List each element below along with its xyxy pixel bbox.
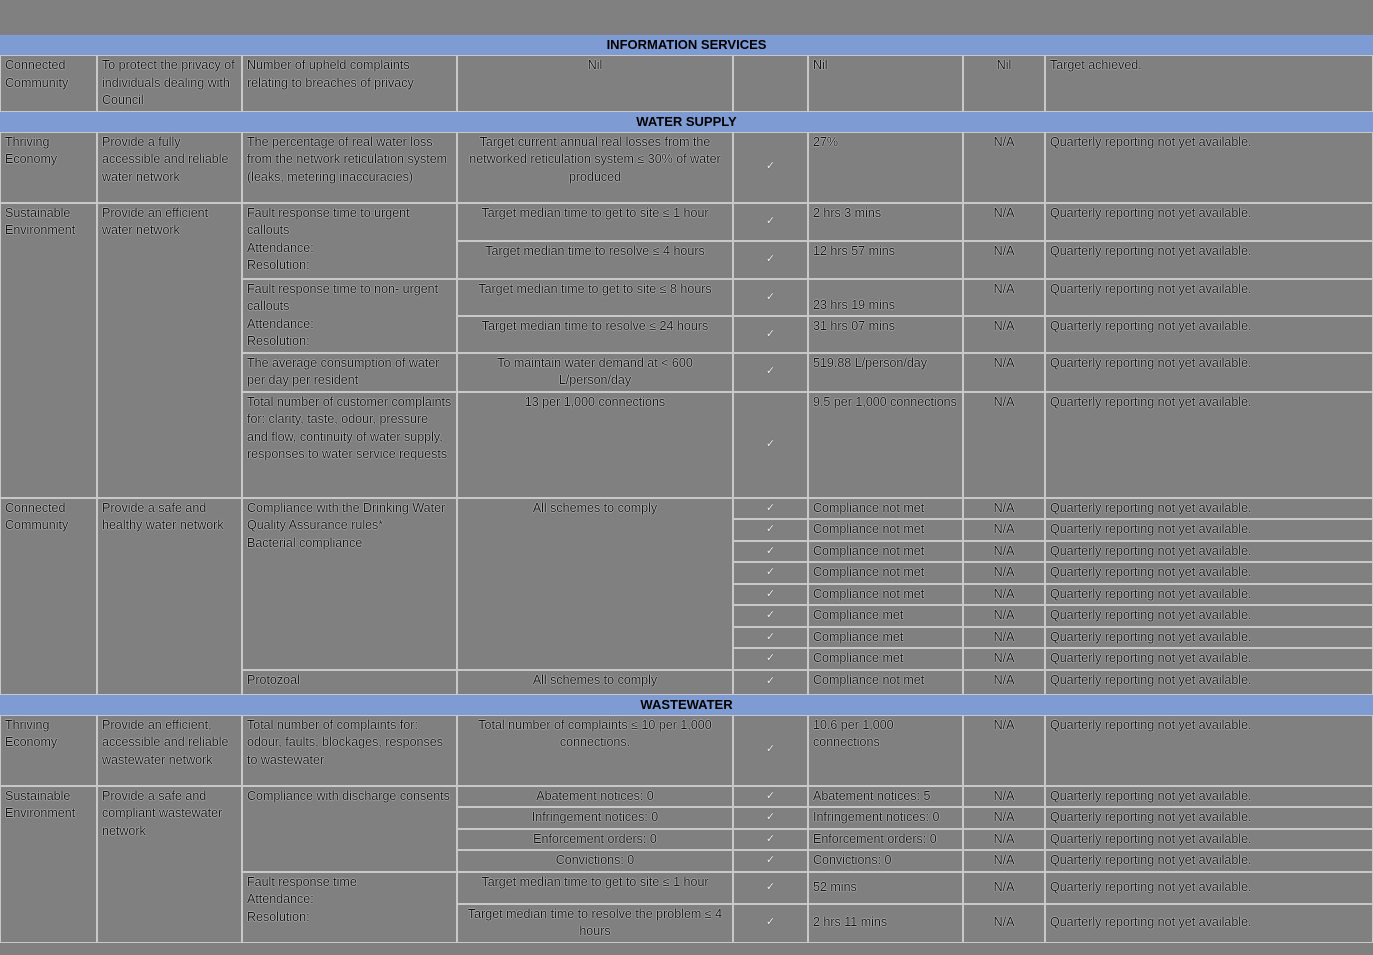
target: Enforcement orders: 0 bbox=[457, 829, 733, 851]
result: Compliance not met bbox=[808, 498, 963, 520]
result: Compliance not met bbox=[808, 670, 963, 695]
section-title: WASTEWATER bbox=[0, 695, 1373, 715]
previous-result: N/A bbox=[963, 316, 1045, 352]
status-cell bbox=[733, 55, 808, 112]
table-row bbox=[0, 203, 1373, 241]
check-icon: ✓ bbox=[733, 872, 808, 904]
comment: Quarterly reporting not yet available. bbox=[1045, 353, 1373, 392]
target: Convictions: 0 bbox=[457, 850, 733, 872]
result: Compliance not met bbox=[808, 519, 963, 541]
section-header-information-services bbox=[0, 35, 1373, 55]
objective: Provide a safe and healthy water network bbox=[97, 498, 242, 695]
check-icon: ✓ bbox=[733, 904, 808, 943]
measure: The average consumption of water per day per resident bbox=[242, 353, 457, 392]
previous-result: N/A bbox=[963, 353, 1045, 392]
result: 31 hrs 07 mins bbox=[808, 316, 963, 352]
check-icon: ✓ bbox=[733, 541, 808, 563]
comment: Quarterly reporting not yet available. bbox=[1045, 241, 1373, 279]
target: Target median time to get to site ≤ 8 hours bbox=[457, 279, 733, 317]
check-icon: ✓ bbox=[733, 807, 808, 829]
measure: Compliance with the Drinking Water Quality Assurance rules* Bacterial compliance bbox=[242, 498, 457, 670]
comment: Quarterly reporting not yet available. bbox=[1045, 715, 1373, 786]
comment: Quarterly reporting not yet available. bbox=[1045, 605, 1373, 627]
target: Target current annual real losses from the networked reticulation system ≤ 30% of water produced bbox=[457, 132, 733, 203]
check-icon: ✓ bbox=[733, 829, 808, 851]
check-icon: ✓ bbox=[733, 670, 808, 695]
previous-result: N/A bbox=[963, 203, 1045, 241]
previous-result: N/A bbox=[963, 541, 1045, 563]
target: Target median time to get to site ≤ 1 hour bbox=[457, 203, 733, 241]
previous-result: N/A bbox=[963, 519, 1045, 541]
result: 519.88 L/person/day bbox=[808, 353, 963, 392]
result: 23 hrs 19 mins bbox=[808, 279, 963, 317]
previous-result: N/A bbox=[963, 241, 1045, 279]
previous-result: N/A bbox=[963, 904, 1045, 943]
performance-report bbox=[0, 35, 1373, 943]
previous-result: N/A bbox=[963, 872, 1045, 904]
result: Compliance not met bbox=[808, 562, 963, 584]
objective: To protect the privacy of individuals dealing with Council bbox=[97, 55, 242, 112]
result: 27% bbox=[808, 132, 963, 203]
previous-result: N/A bbox=[963, 715, 1045, 786]
community-outcome: Connected Community bbox=[0, 498, 97, 695]
check-icon: ✓ bbox=[733, 786, 808, 808]
target: Target median time to resolve ≤ 4 hours bbox=[457, 241, 733, 279]
result: Nil bbox=[808, 55, 963, 112]
check-icon: ✓ bbox=[733, 584, 808, 606]
previous-result: N/A bbox=[963, 279, 1045, 317]
measure: Fault response time Attendance: Resolution: bbox=[242, 872, 457, 943]
result: Compliance not met bbox=[808, 541, 963, 563]
result: 2 hrs 3 mins bbox=[808, 203, 963, 241]
measure: Total number of complaints for: odour, faults, blockages, responses to wastewater bbox=[242, 715, 457, 786]
previous-result: N/A bbox=[963, 392, 1045, 498]
comment: Quarterly reporting not yet available. bbox=[1045, 541, 1373, 563]
check-icon: ✓ bbox=[733, 203, 808, 241]
result: Infringement notices: 0 bbox=[808, 807, 963, 829]
comment: Quarterly reporting not yet available. bbox=[1045, 519, 1373, 541]
check-icon: ✓ bbox=[733, 519, 808, 541]
comment: Quarterly reporting not yet available. bbox=[1045, 392, 1373, 498]
comment: Quarterly reporting not yet available. bbox=[1045, 904, 1373, 943]
community-outcome: Sustainable Environment bbox=[0, 203, 97, 498]
previous-result: N/A bbox=[963, 498, 1045, 520]
community-outcome: Connected Community bbox=[0, 55, 97, 112]
target: Target median time to resolve the problem ≤ 4 hours bbox=[457, 904, 733, 943]
check-icon: ✓ bbox=[733, 316, 808, 352]
target: Abatement notices: 0 bbox=[457, 786, 733, 808]
comment: Quarterly reporting not yet available. bbox=[1045, 829, 1373, 851]
community-outcome: Sustainable Environment bbox=[0, 786, 97, 943]
comment: Quarterly reporting not yet available. bbox=[1045, 872, 1373, 904]
previous-result: N/A bbox=[963, 670, 1045, 695]
check-icon: ✓ bbox=[733, 562, 808, 584]
result: Compliance met bbox=[808, 627, 963, 649]
section-title: WATER SUPPLY bbox=[0, 112, 1373, 132]
target: Nil bbox=[457, 55, 733, 112]
section-header-wastewater bbox=[0, 695, 1373, 715]
table-row bbox=[0, 786, 1373, 808]
measure: Compliance with discharge consents bbox=[242, 786, 457, 872]
target: To maintain water demand at < 600 L/person/day bbox=[457, 353, 733, 392]
previous-result: N/A bbox=[963, 829, 1045, 851]
table-row bbox=[0, 132, 1373, 203]
section-header-water-supply bbox=[0, 112, 1373, 132]
comment: Quarterly reporting not yet available. bbox=[1045, 627, 1373, 649]
comment: Target achieved. bbox=[1045, 55, 1373, 112]
comment: Quarterly reporting not yet available. bbox=[1045, 648, 1373, 670]
objective: Provide an efficient, accessible and reliable wastewater network bbox=[97, 715, 242, 786]
check-icon: ✓ bbox=[733, 498, 808, 520]
table-row bbox=[0, 715, 1373, 786]
community-outcome: Thriving Economy bbox=[0, 715, 97, 786]
check-icon: ✓ bbox=[733, 241, 808, 279]
check-icon: ✓ bbox=[733, 715, 808, 786]
result: 9.5 per 1,000 connections bbox=[808, 392, 963, 498]
check-icon: ✓ bbox=[733, 279, 808, 317]
objective: Provide a fully accessible and reliable water network bbox=[97, 132, 242, 203]
target: Target median time to get to site ≤ 1 hour bbox=[457, 872, 733, 904]
comment: Quarterly reporting not yet available. bbox=[1045, 786, 1373, 808]
section-title: INFORMATION SERVICES bbox=[0, 35, 1373, 55]
target: All schemes to comply bbox=[457, 670, 733, 695]
result: Abatement notices: 5 bbox=[808, 786, 963, 808]
check-icon: ✓ bbox=[733, 648, 808, 670]
measure: Fault response time to urgent callouts Attendance: Resolution: bbox=[242, 203, 457, 279]
target: 13 per 1,000 connections bbox=[457, 392, 733, 498]
comment: Quarterly reporting not yet available. bbox=[1045, 850, 1373, 872]
comment: Quarterly reporting not yet available. bbox=[1045, 132, 1373, 203]
comment: Quarterly reporting not yet available. bbox=[1045, 279, 1373, 317]
previous-result: N/A bbox=[963, 786, 1045, 808]
check-icon: ✓ bbox=[733, 132, 808, 203]
target: All schemes to comply bbox=[457, 498, 733, 670]
comment: Quarterly reporting not yet available. bbox=[1045, 316, 1373, 352]
previous-result: N/A bbox=[963, 627, 1045, 649]
table-row bbox=[0, 55, 1373, 112]
comment: Quarterly reporting not yet available. bbox=[1045, 203, 1373, 241]
result: 12 hrs 57 mins bbox=[808, 241, 963, 279]
objective: Provide an efficient water network bbox=[97, 203, 242, 498]
previous-result: Nil bbox=[963, 55, 1045, 112]
previous-result: N/A bbox=[963, 648, 1045, 670]
objective: Provide a safe and compliant wastewater network bbox=[97, 786, 242, 943]
measure: Number of upheld complaints relating to breaches of privacy bbox=[242, 55, 457, 112]
previous-result: N/A bbox=[963, 605, 1045, 627]
comment: Quarterly reporting not yet available. bbox=[1045, 498, 1373, 520]
result: Compliance not met bbox=[808, 584, 963, 606]
community-outcome: Thriving Economy bbox=[0, 132, 97, 203]
measure: Fault response time to non- urgent callouts Attendance: Resolution: bbox=[242, 279, 457, 353]
comment: Quarterly reporting not yet available. bbox=[1045, 807, 1373, 829]
previous-result: N/A bbox=[963, 850, 1045, 872]
previous-result: N/A bbox=[963, 132, 1045, 203]
check-icon: ✓ bbox=[733, 353, 808, 392]
table-row bbox=[0, 498, 1373, 520]
previous-result: N/A bbox=[963, 584, 1045, 606]
result: 52 mins bbox=[808, 872, 963, 904]
result: 10.6 per 1,000 connections bbox=[808, 715, 963, 786]
previous-result: N/A bbox=[963, 562, 1045, 584]
measure: The percentage of real water loss from the network reticulation system (leaks, metering inaccuracies) bbox=[242, 132, 457, 203]
check-icon: ✓ bbox=[733, 850, 808, 872]
performance-table bbox=[0, 35, 1373, 943]
result: 2 hrs 11 mins bbox=[808, 904, 963, 943]
result: Compliance met bbox=[808, 605, 963, 627]
measure: Protozoal bbox=[242, 670, 457, 695]
comment: Quarterly reporting not yet available. bbox=[1045, 584, 1373, 606]
measure: Total number of customer complaints for: clarity, taste, odour, pressure and flow, continuity of water supply, responses to water service requests bbox=[242, 392, 457, 498]
previous-result: N/A bbox=[963, 807, 1045, 829]
target: Target median time to resolve ≤ 24 hours bbox=[457, 316, 733, 352]
check-icon: ✓ bbox=[733, 392, 808, 498]
comment: Quarterly reporting not yet available. bbox=[1045, 562, 1373, 584]
result: Compliance met bbox=[808, 648, 963, 670]
result: Convictions: 0 bbox=[808, 850, 963, 872]
comment: Quarterly reporting not yet available. bbox=[1045, 670, 1373, 695]
target: Infringement notices: 0 bbox=[457, 807, 733, 829]
check-icon: ✓ bbox=[733, 627, 808, 649]
result: Enforcement orders: 0 bbox=[808, 829, 963, 851]
check-icon: ✓ bbox=[733, 605, 808, 627]
target: Total number of complaints ≤ 10 per 1,000 connections. bbox=[457, 715, 733, 786]
